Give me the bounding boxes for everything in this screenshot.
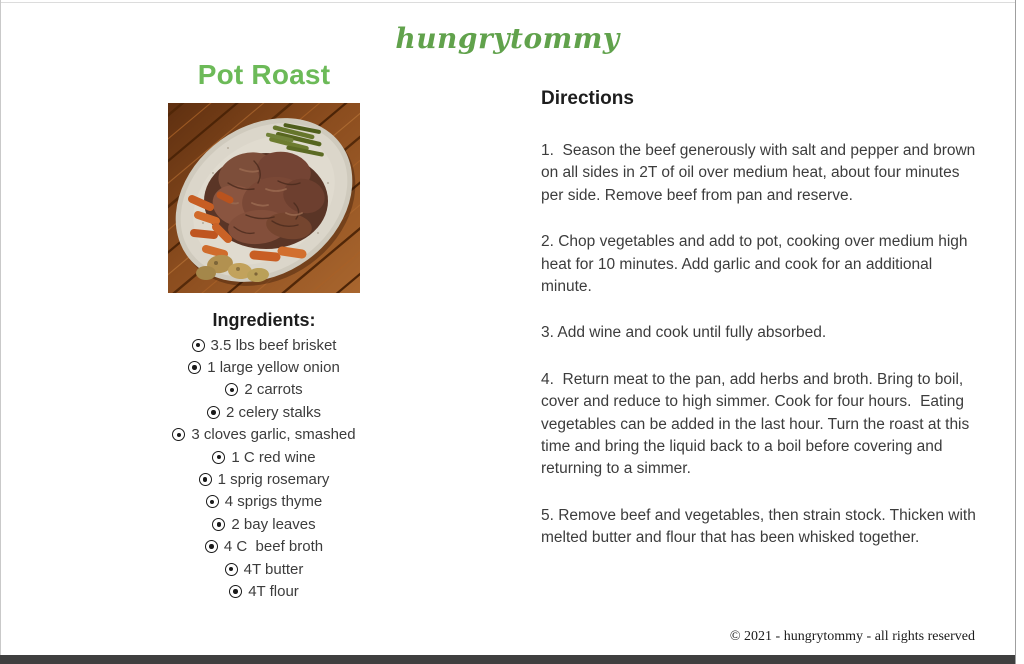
bullet-dot-icon: [199, 473, 212, 486]
page-left-border: [0, 0, 1, 664]
ingredient-text: 1 C red wine: [231, 448, 316, 466]
bullet-dot-icon: [225, 563, 238, 576]
ingredient-text: 2 celery stalks: [225, 403, 322, 421]
ingredient-text: 1 large yellow onion: [207, 359, 340, 377]
direction-step: 4. Return meat to the pan, add herbs and broth. Bring to boil, cover and reduce to high simmer. Cook for four hours. Eating vegetables can be added in the last hour. Turn the roast at this time and bring the liquid back to a boil before covering and returning to a simmer.: [541, 370, 974, 478]
recipe-title: Pot Roast: [197, 59, 331, 90]
page-bottom-bar: [0, 655, 1015, 664]
ingredient-item: [88, 536, 440, 558]
ingredient-text: 4T flour: [248, 582, 299, 600]
direction-step: 5. Remove beef and vegetables, then strain stock. Thicken with melted butter and flour that has been whisked together.: [541, 506, 981, 547]
bullet-dot-icon: [225, 383, 238, 396]
page-right-border: [1015, 0, 1016, 664]
bullet-dot-icon: [192, 339, 205, 352]
ingredient-item: [88, 356, 440, 378]
bullet-dot-icon: [207, 406, 220, 419]
bullet-dot-icon: [206, 495, 219, 508]
ingredient-text: 4 sprigs thyme: [224, 493, 323, 511]
bullet-dot-icon: [229, 585, 242, 598]
recipe-photo: [168, 103, 360, 293]
ingredient-text: 4T butter: [243, 560, 304, 578]
directions-steps: [541, 140, 979, 550]
bullet-dot-icon: [205, 540, 218, 553]
site-logo: hungrytommy: [395, 22, 620, 55]
ingredient-text: 2 carrots: [244, 381, 303, 399]
bullet-dot-icon: [172, 428, 185, 441]
page-top-border: [0, 2, 1015, 3]
ingredient-item: [88, 491, 440, 513]
ingredient-item: [88, 468, 440, 490]
ingredient-text: 1 sprig rosemary: [217, 471, 330, 489]
copyright-footer: © 2021 - hungrytommy - all rights reserved: [729, 629, 975, 644]
ingredient-item: [88, 401, 440, 423]
ingredient-item: [88, 513, 440, 535]
ingredient-item: [88, 446, 440, 468]
bullet-dot-icon: [188, 361, 201, 374]
recipe-summary-column: [88, 58, 440, 603]
ingredients-list: [88, 334, 440, 603]
ingredient-item: [88, 580, 440, 602]
ingredient-item: [88, 558, 440, 580]
ingredient-text: 3.5 lbs beef brisket: [210, 336, 337, 354]
ingredient-item: [88, 424, 440, 446]
direction-step: 1. Season the beef generously with salt and pepper and brown on all sides in 2T of oil over medium heat, about four minutes per side. Remove beef from pan and reserve.: [541, 142, 980, 204]
direction-step: 2. Chop vegetables and add to pot, cooking over medium high heat for 10 minutes. Add garlic and cook for an additional minute.: [541, 233, 972, 296]
direction-step: 3. Add wine and cook until fully absorbed.: [541, 324, 827, 342]
bullet-dot-icon: [212, 518, 225, 531]
ingredient-text: 2 bay leaves: [231, 515, 316, 533]
ingredient-item: [88, 379, 440, 401]
directions-heading: Directions: [541, 88, 634, 109]
ingredient-item: [88, 334, 440, 356]
directions-column: [541, 86, 979, 574]
ingredients-heading: Ingredients:: [212, 310, 316, 330]
ingredient-text: 4 C beef broth: [223, 538, 324, 556]
bullet-dot-icon: [212, 451, 225, 464]
ingredient-text: 3 cloves garlic, smashed: [191, 426, 356, 444]
